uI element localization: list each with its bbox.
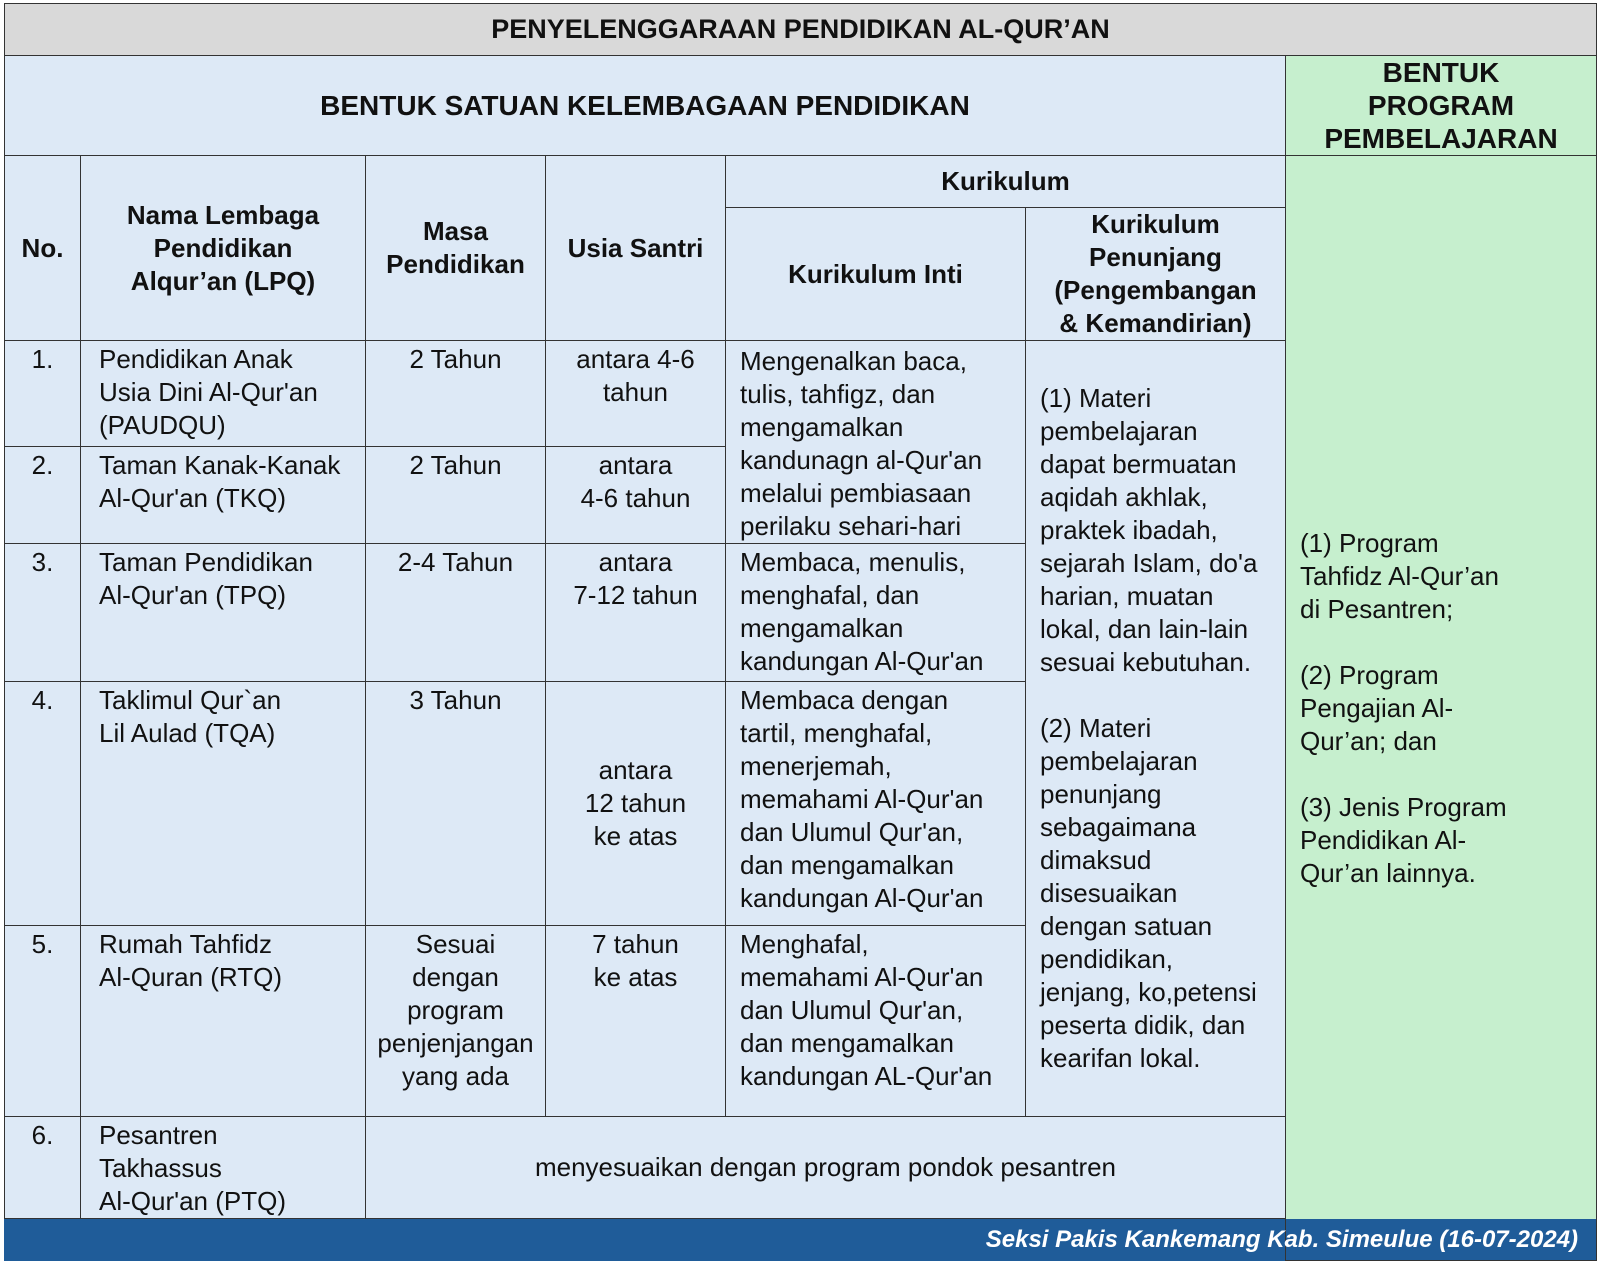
masa-pendidikan: 2-4 Tahun (366, 544, 546, 682)
usia-santri: antara 4-6 tahun (546, 446, 726, 543)
kurikulum-penunjang: (1) Materi pembelajaran dapat bermuatan aqidah akhlak, praktek ibadah, sejarah Islam, do'a harian, muatan lokal, dan lain-lain sesuai kebutuhan. (2) Materi pembelajaran penunjang sebagaimana dimaksud disesuaikan dengan satuan pendidikan, jenjang, ko,petensi peserta didik, dan kearifan lokal. (1026, 341, 1286, 1117)
document-table-frame (4, 3, 1596, 1265)
main-table (4, 3, 1597, 1261)
header-nama: Nama Lembaga Pendidikan Alqur’an (LPQ) (81, 156, 366, 341)
program-cell: (1) Program Tahfidz Al-Qur’an di Pesantren; (2) Program Pengajian Al- Qur’an; dan (3) Jenis Program Pendidikan Al- Qur’an lainnya. (1286, 156, 1597, 1261)
row-number: 2. (5, 446, 81, 543)
row-number: 6. (5, 1117, 81, 1219)
usia-santri: antara 12 tahun ke atas (546, 682, 726, 926)
header-kurikulum: Kurikulum (726, 156, 1286, 208)
lembaga-name: Pesantren Takhassus Al-Qur'an (PTQ) (81, 1117, 366, 1219)
header-masa: Masa Pendidikan (366, 156, 546, 341)
lembaga-name: Taman Kanak-Kanak Al-Qur'an (TKQ) (81, 446, 366, 543)
masa-pendidikan: Sesuai dengan program penjenjangan yang ada (366, 926, 546, 1117)
lembaga-name: Pendidikan Anak Usia Dini Al-Qur'an (PAUDQU) (81, 341, 366, 447)
kurikulum-inti: Mengenalkan baca, tulis, tahfigz, dan mengamalkan kandunagn al-Qur'an melalui pembiasaan perilaku sehari-hari (726, 341, 1026, 544)
footer-source: Seksi Pakis Kankemang Kab. Simeulue (16-07-2024) (5, 1219, 1597, 1261)
row-number: 5. (5, 926, 81, 1117)
masa-pendidikan: 3 Tahun (366, 682, 546, 926)
usia-santri: antara 7-12 tahun (546, 544, 726, 682)
usia-santri: 7 tahun ke atas (546, 926, 726, 1117)
row-number: 1. (5, 341, 81, 447)
document-title: PENYELENGGARAAN PENDIDIKAN AL-QUR’AN (5, 4, 1597, 56)
header-kurikulum-penunjang: Kurikulum Penunjang (Pengembangan & Kemandirian) (1026, 208, 1286, 341)
lembaga-name: Taklimul Qur`an Lil Aulad (TQA) (81, 682, 366, 926)
header-usia: Usia Santri (546, 156, 726, 341)
lembaga-name: Rumah Tahfidz Al-Quran (RTQ) (81, 926, 366, 1117)
masa-pendidikan: 2 Tahun (366, 446, 546, 543)
header-satuan: BENTUK SATUAN KELEMBAGAAN PENDIDIKAN (5, 56, 1286, 156)
row-number: 3. (5, 544, 81, 682)
row-number: 4. (5, 682, 81, 926)
usia-santri: antara 4-6 tahun (546, 341, 726, 447)
header-program: BENTUK PROGRAM PEMBELAJARAN (1286, 56, 1597, 156)
masa-pendidikan: 2 Tahun (366, 341, 546, 447)
kurikulum-inti: Menghafal, memahami Al-Qur'an dan Ulumul Qur'an, dan mengamalkan kandungan AL-Qur'an (726, 926, 1026, 1117)
row6-note: menyesuaikan dengan program pondok pesantren (366, 1117, 1286, 1219)
kurikulum-inti: Membaca, menulis, menghafal, dan mengamalkan kandungan Al-Qur'an (726, 544, 1026, 682)
kurikulum-inti: Membaca dengan tartil, menghafal, menerjemah, memahami Al-Qur'an dan Ulumul Qur'an, dan mengamalkan kandungan Al-Qur'an (726, 682, 1026, 926)
lembaga-name: Taman Pendidikan Al-Qur'an (TPQ) (81, 544, 366, 682)
header-kurikulum-inti: Kurikulum Inti (726, 208, 1026, 341)
header-no: No. (5, 156, 81, 341)
